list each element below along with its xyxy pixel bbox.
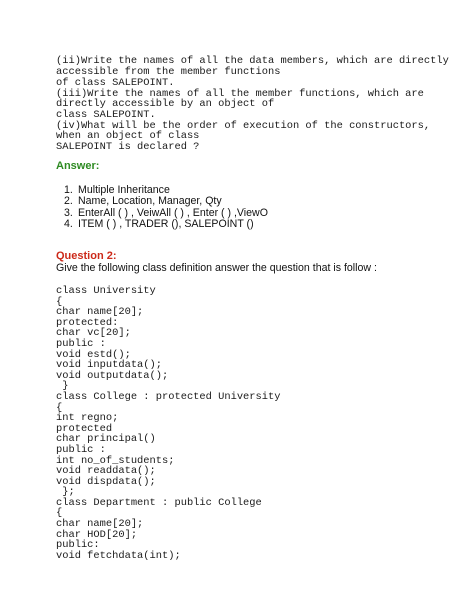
code-line: char HOD[20];: [56, 528, 138, 541]
code-line: protected:: [56, 316, 119, 329]
code-line: public:: [56, 539, 100, 552]
intro-line: of class SALEPOINT.: [56, 77, 175, 89]
code-line: public :: [56, 337, 106, 350]
code-block: [56, 286, 280, 561]
code-line: void estd();: [56, 348, 131, 361]
code-line: void fetchdata(int);: [56, 549, 181, 562]
intro-line: (iv)What will be the order of execution of the constructors,: [56, 120, 431, 132]
code-line: {: [56, 295, 63, 308]
code-line: };: [56, 486, 75, 499]
code-line: protected: [56, 422, 113, 435]
code-line: {: [56, 507, 63, 520]
intro-line: when an object of class: [56, 130, 200, 142]
question-heading: Question 2:: [56, 250, 117, 262]
intro-line: class SALEPOINT.: [56, 109, 156, 121]
code-line: {: [56, 401, 63, 414]
intro-line: SALEPOINT is declared ?: [56, 141, 200, 153]
question-text: Give the following class definition answer the question that is follow :: [56, 262, 377, 274]
intro-line: (iii)Write the names of all the member functions, which are: [56, 88, 424, 100]
answer-text: ITEM ( ) , TRADER (), SALEPOINT (): [78, 217, 254, 230]
code-line: char vc[20];: [56, 327, 131, 340]
intro-line: directly accessible by an object of: [56, 98, 275, 110]
code-line: void outputdata();: [56, 369, 169, 382]
code-line: public :: [56, 443, 106, 456]
code-line: void readdata();: [56, 465, 156, 478]
code-line: char name[20];: [56, 306, 144, 319]
answer-number: 4.: [64, 217, 73, 230]
answer-number: 2.: [64, 195, 73, 208]
code-line: void inputdata();: [56, 359, 163, 372]
code-line: class Department : public College: [56, 496, 262, 509]
code-line: char name[20];: [56, 518, 144, 531]
code-line: class University: [56, 285, 156, 297]
code-line: char principal(): [56, 433, 156, 446]
code-line: void dispdata();: [56, 475, 156, 488]
code-line: }: [56, 380, 69, 393]
answer-text: Multiple Inheritance: [78, 184, 170, 196]
intro-line: (ii)Write the names of all the data members, which are directly: [56, 55, 449, 67]
code-line: int regno;: [56, 412, 119, 425]
answer-number: 1.: [64, 184, 73, 196]
code-line: class College : protected University: [56, 390, 281, 403]
answer-number: 3.: [64, 206, 73, 219]
intro-line: accessible from the member functions: [56, 66, 281, 78]
answer-text: EnterAll ( ) , VeiwAll ( ) , Enter ( ) ,ViewO: [78, 206, 268, 219]
answer-list: [64, 185, 268, 230]
answer-heading: Answer:: [56, 160, 100, 172]
answer-text: Name, Location, Manager, Qty: [78, 195, 222, 208]
code-line: int no_of_students;: [56, 454, 175, 467]
answer-item: [64, 219, 268, 230]
